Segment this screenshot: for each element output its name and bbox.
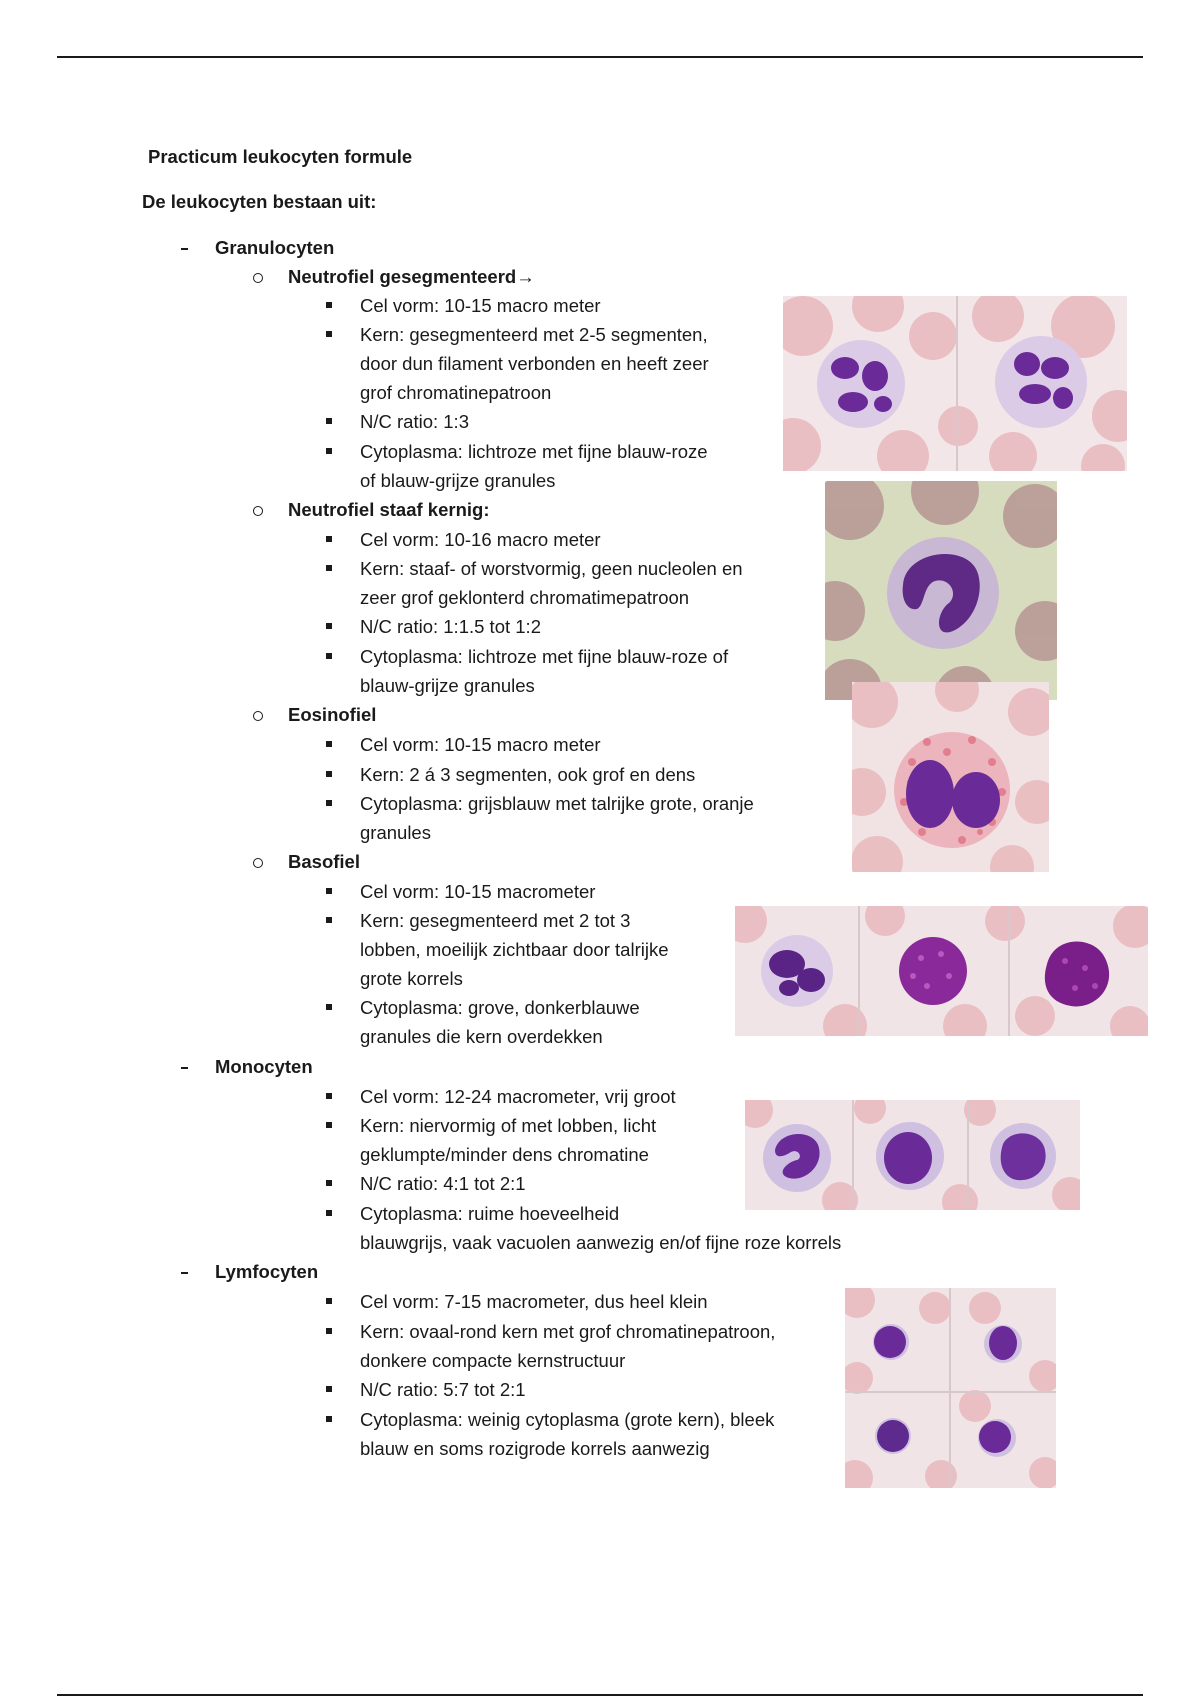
- bullet: [326, 1328, 332, 1334]
- list-item: N/C ratio: 1:3: [360, 411, 469, 432]
- list-circle: [253, 273, 263, 283]
- list-circle: [253, 858, 263, 868]
- monocyte-image: [745, 1100, 1080, 1210]
- list-item: Cytoplasma: ruime hoeveelheid: [360, 1203, 620, 1224]
- bullet: [326, 565, 332, 571]
- bullet: [326, 1298, 332, 1304]
- page-title: Practicum leukocyten formule: [148, 146, 413, 167]
- list-item-continuation: granules: [360, 822, 431, 843]
- list-item: Cytoplasma: lichtroze met fijne blauw-roze of: [360, 646, 729, 667]
- list-item-continuation: of blauw-grijze granules: [360, 470, 556, 491]
- list-item: Kern: gesegmenteerd met 2-5 segmenten,: [360, 324, 708, 345]
- subsection-neutrofiel-gesegmenteerd: Neutrofiel gesegmenteerd→: [288, 266, 535, 287]
- list-item-continuation: zeer grof geklonterd chromatimepatroon: [360, 587, 690, 608]
- bullet: [326, 917, 332, 923]
- bullet: [326, 771, 332, 777]
- list-item: Kern: staaf- of worstvormig, geen nucleolen en: [360, 558, 743, 579]
- eosinophil-image: [852, 682, 1049, 872]
- lymphocyte-image: [845, 1288, 1056, 1488]
- list-item-continuation: blauw en soms rozigrode korrels aanwezig: [360, 1438, 710, 1459]
- basophil-image: [735, 906, 1148, 1036]
- list-circle: [253, 506, 263, 516]
- list-dash: [181, 1067, 188, 1069]
- bullet: [326, 418, 332, 424]
- list-item: Kern: gesegmenteerd met 2 tot 3: [360, 910, 631, 931]
- list-item-continuation: granules die kern overdekken: [360, 1026, 603, 1047]
- bullet: [326, 1180, 332, 1186]
- list-item: N/C ratio: 4:1 tot 2:1: [360, 1173, 526, 1194]
- subsection-neutrofiel-staaf: Neutrofiel staaf kernig:: [288, 499, 490, 520]
- subsection-basofiel: Basofiel: [288, 851, 360, 872]
- bullet: [326, 536, 332, 542]
- list-item: Cytoplasma: weinig cytoplasma (grote kern), bleek: [360, 1409, 775, 1430]
- list-item: N/C ratio: 1:1.5 tot 1:2: [360, 616, 541, 637]
- list-item: Kern: ovaal-rond kern met grof chromatinepatroon,: [360, 1321, 776, 1342]
- top-rule: [57, 56, 1143, 58]
- neutrophil-band-image: [825, 481, 1057, 700]
- section-monocyten: Monocyten: [215, 1056, 313, 1077]
- bullet: [326, 623, 332, 629]
- list-item-continuation: donkere compacte kernstructuur: [360, 1350, 626, 1371]
- section-granulocyten: Granulocyten: [215, 237, 335, 258]
- bullet: [326, 1004, 332, 1010]
- list-item: Cytoplasma: lichtroze met fijne blauw-roze: [360, 441, 708, 462]
- neutrophil-segmented-image: [783, 296, 1127, 471]
- bullet: [326, 448, 332, 454]
- bullet: [326, 302, 332, 308]
- list-item: Cel vorm: 7-15 macrometer, dus heel klein: [360, 1291, 708, 1312]
- list-item-continuation: door dun filament verbonden en heeft zeer: [360, 353, 709, 374]
- list-item-continuation: blauwgrijs, vaak vacuolen aanwezig en/of fijne roze korrels: [360, 1232, 842, 1253]
- list-item-continuation: lobben, moeilijk zichtbaar door talrijke: [360, 939, 669, 960]
- list-item: Cel vorm: 10-15 macro meter: [360, 295, 601, 316]
- bullet: [326, 1416, 332, 1422]
- subsection-eosinofiel: Eosinofiel: [288, 704, 377, 725]
- intro-heading: De leukocyten bestaan uit:: [142, 191, 377, 212]
- bullet: [326, 1386, 332, 1392]
- list-item: Cel vorm: 10-15 macrometer: [360, 881, 596, 902]
- list-item: Cel vorm: 10-16 macro meter: [360, 529, 601, 550]
- bullet: [326, 800, 332, 806]
- list-item: Cel vorm: 12-24 macrometer, vrij groot: [360, 1086, 676, 1107]
- bullet: [326, 1093, 332, 1099]
- list-item: Cytoplasma: grove, donkerblauwe: [360, 997, 640, 1018]
- section-lymfocyten: Lymfocyten: [215, 1261, 319, 1282]
- list-item-continuation: grof chromatinepatroon: [360, 382, 552, 403]
- list-item: Cytoplasma: grijsblauw met talrijke grote, oranje: [360, 793, 754, 814]
- bullet: [326, 888, 332, 894]
- bullet: [326, 741, 332, 747]
- bullet: [326, 1122, 332, 1128]
- list-dash: [181, 248, 188, 250]
- list-item: N/C ratio: 5:7 tot 2:1: [360, 1379, 526, 1400]
- list-dash: [181, 1272, 188, 1274]
- list-item-continuation: blauw-grijze granules: [360, 675, 535, 696]
- list-item: Cel vorm: 10-15 macro meter: [360, 734, 601, 755]
- list-item-continuation: geklumpte/minder dens chromatine: [360, 1144, 649, 1165]
- list-item: Kern: 2 á 3 segmenten, ook grof en dens: [360, 764, 696, 785]
- list-item: Kern: niervormig of met lobben, licht: [360, 1115, 657, 1136]
- list-item-continuation: grote korrels: [360, 968, 463, 989]
- bullet: [326, 1210, 332, 1216]
- bullet: [326, 331, 332, 337]
- list-circle: [253, 711, 263, 721]
- bottom-rule: [57, 1694, 1143, 1696]
- bullet: [326, 653, 332, 659]
